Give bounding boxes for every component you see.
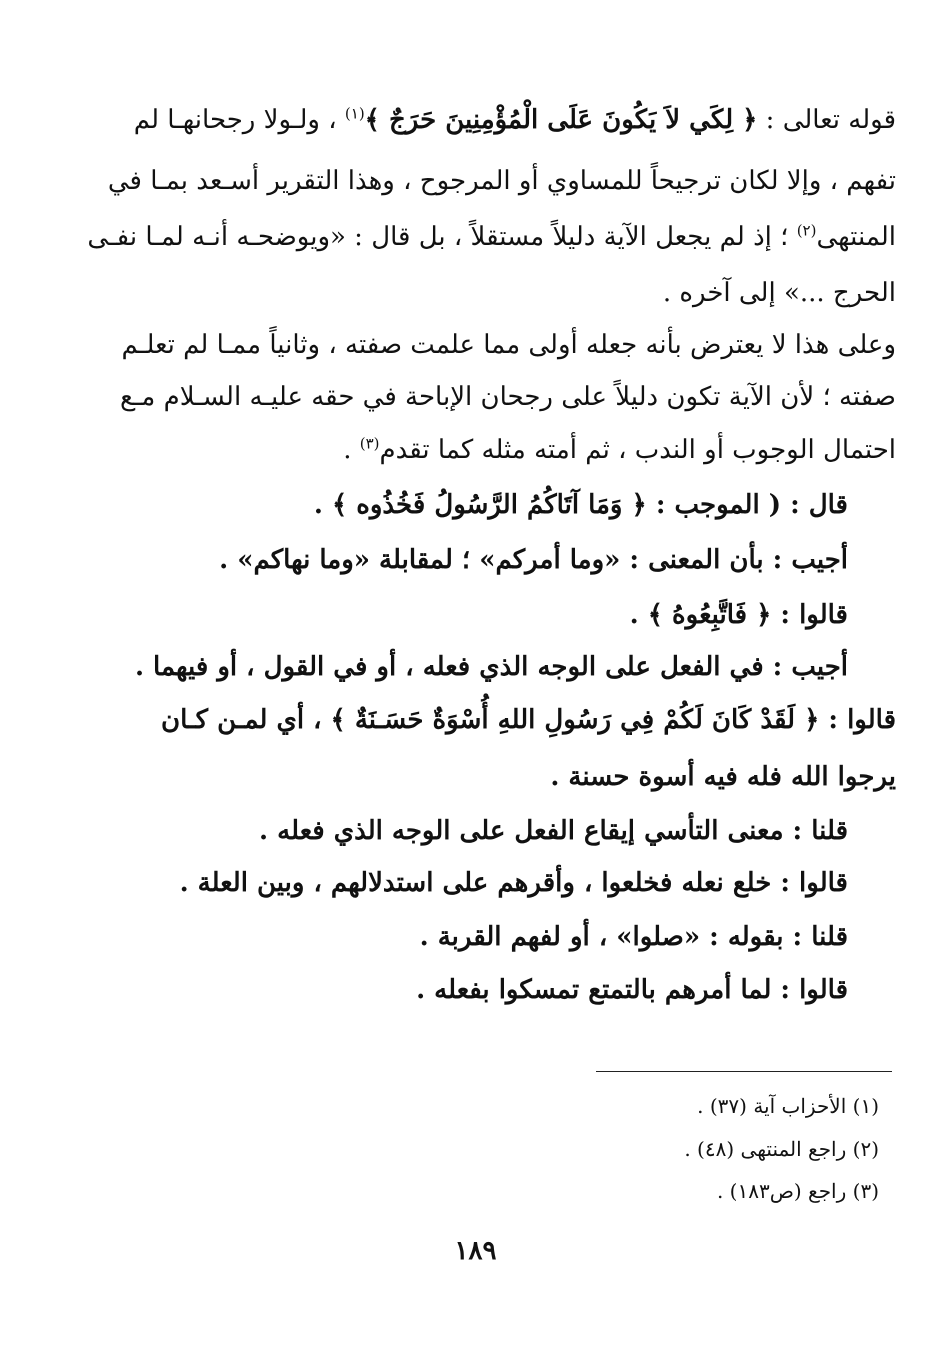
line-text: ؛ إذ لم يجعل الآية دليلاً مستقلاً ، بل قال : «ويوضحـه أنـه لمـا نفـى (87, 222, 797, 252)
line-text: المنتهى (816, 222, 896, 252)
body-line-14: قلنا : معنى التأسي إيقاع الفعل على الوجه الذي فعله . (259, 816, 848, 846)
footnote-marker: (١) (344, 104, 365, 123)
body-line-11: أجيب : في الفعل على الوجه الذي فعله ، أو في القول ، أو فيهما . (134, 652, 848, 682)
body-line-12: قالوا : ﴿ لَقَدْ كَانَ لَكُمْ فِي رَسُولِ اللهِ أُسْوَةٌ حَسَـنَةٌ ﴾ ، أي لمـن كـان (161, 705, 896, 735)
page-number: ١٨٩ (454, 1236, 497, 1266)
body-line-7 (343, 433, 896, 467)
body-line-16: قلنا : بقوله : «صلوا» ، أو لفهم القربة . (419, 922, 848, 952)
body-line-3 (87, 220, 896, 254)
line-text: احتمال الوجوب أو الندب ، ثم أمته مثله كما تقدم (379, 435, 896, 465)
footnote-separator (596, 1071, 892, 1072)
line-text: . (343, 435, 360, 465)
body-line-13: يرجوا الله فله فيه أسوة حسنة . (550, 762, 896, 792)
footnote-1: (١) الأحزاب آية (٣٧) . (697, 1094, 879, 1118)
body-line-10: قالوا : ﴿ فَاتَّبِعُوهُ ﴾ . (629, 600, 848, 630)
body-line-17: قالوا : لما أمرهم بالتمتع تمسكوا بفعله . (416, 975, 848, 1005)
line-text: ، ولـولا رجحانهـا لم (133, 105, 345, 135)
body-line-1 (133, 103, 896, 137)
body-line-6: صفته ؛ لأن الآية تكون دليلاً على رجحان الإباحة في حقه عليـه السـلام مـع (119, 382, 896, 412)
body-line-4: الحرج ...» إلى آخره . (662, 278, 896, 308)
body-line-2: تفهم ، وإلا لكان ترجيحاً للمساوي أو المرجوح ، وهذا التقرير أسـعد بمـا في (107, 166, 896, 196)
footnote-3: (٣) راجع (ص١٨٣) . (716, 1179, 879, 1203)
body-line-15: قالوا : خلع نعله فخلعوا ، وأقرهم على استدلالهم ، وبين العلة . (179, 868, 848, 898)
body-line-9: أجيب : بأن المعنى : «وما أمركم» ؛ لمقابلة «وما نهاكم» . (219, 545, 848, 575)
quran-verse: ﴿ لِكَي لاَ يَكُونَ عَلَى الْمُؤْمِنِينَ حَرَجٌ ﴾ (364, 105, 758, 135)
footnote-marker: (٣) (359, 434, 380, 453)
footnote-marker: (٢) (796, 221, 817, 240)
body-line-5: وعلى هذا لا يعترض بأنه جعله أولى مما علمت صفته ، وثانياً ممـا لم تعلـم (121, 330, 896, 360)
footnote-2: (٢) راجع المنتهى (٤٨) . (684, 1137, 879, 1161)
line-text: قوله تعالى : (757, 105, 896, 135)
body-line-8: قال : ( الموجب : ﴿ وَمَا آتَاكُمُ الرَّسُولُ فَخُذُوه ﴾ . (313, 490, 848, 520)
